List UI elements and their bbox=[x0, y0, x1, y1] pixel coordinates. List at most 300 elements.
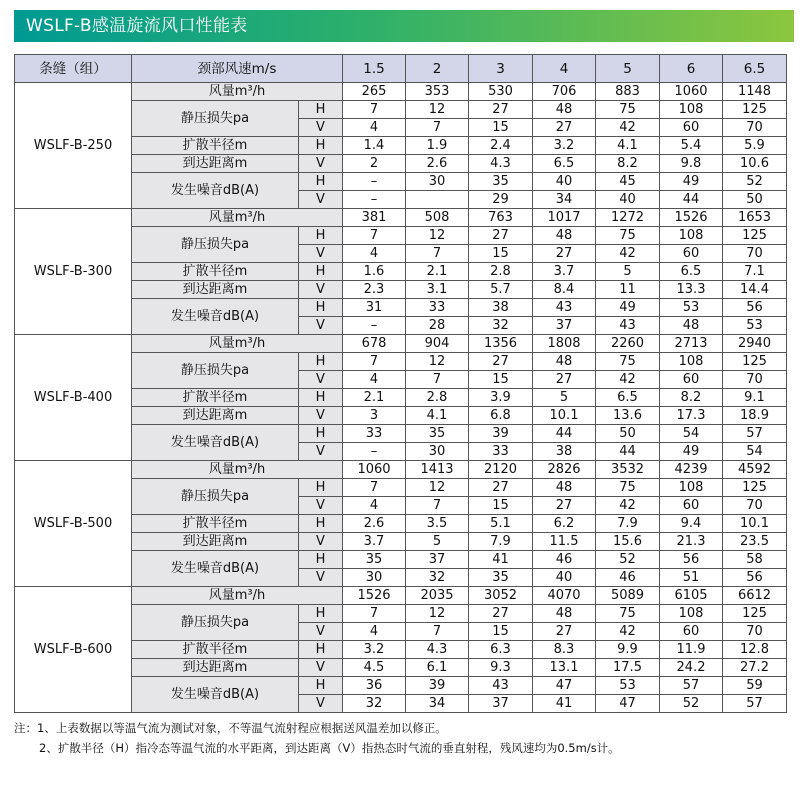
header-speed-value: 1.5 bbox=[343, 55, 406, 83]
value-cell: 9.9 bbox=[596, 641, 660, 659]
value-cell: 12 bbox=[406, 353, 469, 371]
value-cell: 3.5 bbox=[406, 515, 469, 533]
value-cell: 41 bbox=[533, 695, 596, 713]
header-speed-value: 6 bbox=[660, 55, 723, 83]
model-cell: WSLF-B-300 bbox=[15, 209, 132, 335]
value-cell: 30 bbox=[343, 569, 406, 587]
value-cell: 5.9 bbox=[723, 137, 787, 155]
value-cell bbox=[406, 191, 469, 209]
value-cell: 6.1 bbox=[406, 659, 469, 677]
value-cell: 42 bbox=[596, 245, 660, 263]
direction-tag: H bbox=[299, 353, 343, 371]
direction-tag: H bbox=[299, 515, 343, 533]
value-cell: 125 bbox=[723, 227, 787, 245]
value-cell: 13.3 bbox=[660, 281, 723, 299]
direction-tag: V bbox=[299, 569, 343, 587]
header-speed-value: 3 bbox=[469, 55, 533, 83]
value-cell: 47 bbox=[596, 695, 660, 713]
value-cell: 4.3 bbox=[406, 641, 469, 659]
value-cell: 28 bbox=[406, 317, 469, 335]
value-cell: 70 bbox=[723, 245, 787, 263]
value-cell: 125 bbox=[723, 605, 787, 623]
value-cell: 13.6 bbox=[596, 407, 660, 425]
value-cell: 57 bbox=[660, 677, 723, 695]
table-row bbox=[15, 209, 787, 227]
distance-label: 到达距离m bbox=[132, 659, 299, 677]
direction-tag: V bbox=[299, 317, 343, 335]
radius-label: 扩散半径m bbox=[132, 389, 299, 407]
value-cell: 3.2 bbox=[343, 641, 406, 659]
value-cell: 108 bbox=[660, 353, 723, 371]
value-cell: 33 bbox=[406, 299, 469, 317]
value-cell: 27 bbox=[469, 227, 533, 245]
value-cell: 2120 bbox=[469, 461, 533, 479]
value-cell: 38 bbox=[469, 299, 533, 317]
value-cell: 108 bbox=[660, 605, 723, 623]
value-cell: 12 bbox=[406, 479, 469, 497]
value-cell: 7.9 bbox=[596, 515, 660, 533]
header-speed-value: 5 bbox=[596, 55, 660, 83]
value-cell: 3.1 bbox=[406, 281, 469, 299]
pressure-label: 静压损失pa bbox=[132, 227, 299, 263]
value-cell: 15 bbox=[469, 245, 533, 263]
value-cell: 7 bbox=[406, 497, 469, 515]
value-cell: 5.7 bbox=[469, 281, 533, 299]
noise-label: 发生噪音dB(A) bbox=[132, 551, 299, 587]
header-speed-value: 4 bbox=[533, 55, 596, 83]
value-cell: 15 bbox=[469, 497, 533, 515]
value-cell: 1.4 bbox=[343, 137, 406, 155]
value-cell: 6105 bbox=[660, 587, 723, 605]
value-cell: 48 bbox=[533, 353, 596, 371]
value-cell: 4592 bbox=[723, 461, 787, 479]
value-cell: 43 bbox=[469, 677, 533, 695]
header-speed-value: 6.5 bbox=[723, 55, 787, 83]
value-cell: 33 bbox=[343, 425, 406, 443]
value-cell: 18.9 bbox=[723, 407, 787, 425]
value-cell: 2940 bbox=[723, 335, 787, 353]
model-cell: WSLF-B-600 bbox=[15, 587, 132, 713]
value-cell: 4070 bbox=[533, 587, 596, 605]
direction-tag: V bbox=[299, 245, 343, 263]
value-cell: 57 bbox=[723, 695, 787, 713]
value-cell: 52 bbox=[660, 695, 723, 713]
value-cell: 12 bbox=[406, 101, 469, 119]
value-cell: 125 bbox=[723, 101, 787, 119]
direction-tag: H bbox=[299, 479, 343, 497]
value-cell: 35 bbox=[469, 569, 533, 587]
direction-tag: V bbox=[299, 497, 343, 515]
value-cell: 27 bbox=[533, 497, 596, 515]
value-cell: 3 bbox=[343, 407, 406, 425]
value-cell: 70 bbox=[723, 497, 787, 515]
value-cell: 1653 bbox=[723, 209, 787, 227]
value-cell: 27.2 bbox=[723, 659, 787, 677]
value-cell: 6.5 bbox=[533, 155, 596, 173]
direction-tag: H bbox=[299, 425, 343, 443]
direction-tag: H bbox=[299, 173, 343, 191]
value-cell: 4.1 bbox=[406, 407, 469, 425]
value-cell: – bbox=[343, 443, 406, 461]
value-cell: 1808 bbox=[533, 335, 596, 353]
header-row bbox=[15, 55, 787, 83]
value-cell: 44 bbox=[660, 191, 723, 209]
value-cell: 34 bbox=[406, 695, 469, 713]
value-cell: 34 bbox=[533, 191, 596, 209]
value-cell: 2.6 bbox=[343, 515, 406, 533]
value-cell: 32 bbox=[469, 317, 533, 335]
noise-label: 发生噪音dB(A) bbox=[132, 425, 299, 461]
value-cell: 41 bbox=[469, 551, 533, 569]
value-cell: 5.4 bbox=[660, 137, 723, 155]
value-cell: 4 bbox=[343, 245, 406, 263]
value-cell: 5089 bbox=[596, 587, 660, 605]
value-cell: 75 bbox=[596, 227, 660, 245]
title-banner bbox=[14, 10, 794, 42]
value-cell: 70 bbox=[723, 371, 787, 389]
footnote-1: 注：1、上表数据以等温气流为测试对象，不等温气流射程应根据送风温差加以修正。 bbox=[14, 721, 447, 735]
value-cell: 40 bbox=[533, 569, 596, 587]
value-cell: 108 bbox=[660, 227, 723, 245]
value-cell: 49 bbox=[596, 299, 660, 317]
value-cell: 43 bbox=[533, 299, 596, 317]
value-cell: 12 bbox=[406, 605, 469, 623]
header-speed: 颈部风速m/s bbox=[132, 55, 343, 83]
value-cell: 4 bbox=[343, 497, 406, 515]
model-cell: WSLF-B-400 bbox=[15, 335, 132, 461]
value-cell: 53 bbox=[596, 677, 660, 695]
value-cell: 75 bbox=[596, 605, 660, 623]
value-cell: 15 bbox=[469, 623, 533, 641]
value-cell: 27 bbox=[533, 245, 596, 263]
value-cell: 29 bbox=[469, 191, 533, 209]
direction-tag: H bbox=[299, 299, 343, 317]
direction-tag: H bbox=[299, 677, 343, 695]
value-cell: 15 bbox=[469, 371, 533, 389]
value-cell: 57 bbox=[723, 425, 787, 443]
value-cell: 1356 bbox=[469, 335, 533, 353]
value-cell: 27 bbox=[533, 371, 596, 389]
distance-label: 到达距离m bbox=[132, 533, 299, 551]
value-cell: 6.5 bbox=[660, 263, 723, 281]
value-cell: 108 bbox=[660, 479, 723, 497]
footnote-2: 2、扩散半径（H）指冷态等温气流的水平距离，到达距离（V）指热态时气流的垂直射程，残风速均为0.5m/s计。 bbox=[39, 741, 620, 755]
value-cell: 11.9 bbox=[660, 641, 723, 659]
pressure-label: 静压损失pa bbox=[132, 605, 299, 641]
value-cell: 31 bbox=[343, 299, 406, 317]
radius-label: 扩散半径m bbox=[132, 515, 299, 533]
value-cell: 3.9 bbox=[469, 389, 533, 407]
value-cell: 48 bbox=[533, 101, 596, 119]
value-cell: 7 bbox=[406, 119, 469, 137]
value-cell: 2.4 bbox=[469, 137, 533, 155]
value-cell: 48 bbox=[533, 227, 596, 245]
value-cell: 6.2 bbox=[533, 515, 596, 533]
value-cell: 42 bbox=[596, 497, 660, 515]
value-cell: 32 bbox=[343, 695, 406, 713]
value-cell: 23.5 bbox=[723, 533, 787, 551]
value-cell: 7.1 bbox=[723, 263, 787, 281]
flow-label: 风量m³/h bbox=[132, 587, 343, 605]
page-title: WSLF-B感温旋流风口性能表 bbox=[26, 16, 248, 36]
value-cell: 1272 bbox=[596, 209, 660, 227]
value-cell: 4 bbox=[343, 623, 406, 641]
value-cell: 27 bbox=[469, 101, 533, 119]
value-cell: 24.2 bbox=[660, 659, 723, 677]
header-speed-value: 2 bbox=[406, 55, 469, 83]
pressure-label: 静压损失pa bbox=[132, 101, 299, 137]
direction-tag: V bbox=[299, 659, 343, 677]
value-cell: 678 bbox=[343, 335, 406, 353]
value-cell: 56 bbox=[723, 299, 787, 317]
value-cell: 9.8 bbox=[660, 155, 723, 173]
flow-label: 风量m³/h bbox=[132, 335, 343, 353]
value-cell: 6612 bbox=[723, 587, 787, 605]
footnotes bbox=[14, 718, 620, 758]
value-cell: 13.1 bbox=[533, 659, 596, 677]
value-cell: 75 bbox=[596, 101, 660, 119]
distance-label: 到达距离m bbox=[132, 407, 299, 425]
value-cell: 30 bbox=[406, 173, 469, 191]
value-cell: 75 bbox=[596, 479, 660, 497]
radius-label: 扩散半径m bbox=[132, 137, 299, 155]
value-cell: 49 bbox=[660, 443, 723, 461]
value-cell: 1413 bbox=[406, 461, 469, 479]
value-cell: 763 bbox=[469, 209, 533, 227]
value-cell: 35 bbox=[343, 551, 406, 569]
value-cell: 59 bbox=[723, 677, 787, 695]
value-cell: 10.1 bbox=[533, 407, 596, 425]
value-cell: 706 bbox=[533, 83, 596, 101]
value-cell: 27 bbox=[533, 119, 596, 137]
value-cell: 46 bbox=[533, 551, 596, 569]
value-cell: 8.2 bbox=[660, 389, 723, 407]
value-cell: 46 bbox=[596, 569, 660, 587]
value-cell: 60 bbox=[660, 497, 723, 515]
distance-label: 到达距离m bbox=[132, 155, 299, 173]
value-cell: 49 bbox=[660, 173, 723, 191]
value-cell: 27 bbox=[533, 623, 596, 641]
distance-label: 到达距离m bbox=[132, 281, 299, 299]
pressure-label: 静压损失pa bbox=[132, 353, 299, 389]
value-cell: 48 bbox=[660, 317, 723, 335]
noise-label: 发生噪音dB(A) bbox=[132, 677, 299, 713]
value-cell: 6.5 bbox=[596, 389, 660, 407]
value-cell: 3.7 bbox=[533, 263, 596, 281]
value-cell: 21.3 bbox=[660, 533, 723, 551]
value-cell: 10.1 bbox=[723, 515, 787, 533]
value-cell: 56 bbox=[723, 569, 787, 587]
value-cell: 7 bbox=[343, 353, 406, 371]
value-cell: 42 bbox=[596, 623, 660, 641]
noise-label: 发生噪音dB(A) bbox=[132, 173, 299, 209]
value-cell: 5.1 bbox=[469, 515, 533, 533]
model-cell: WSLF-B-250 bbox=[15, 83, 132, 209]
direction-tag: V bbox=[299, 191, 343, 209]
value-cell: 4 bbox=[343, 119, 406, 137]
value-cell: 60 bbox=[660, 119, 723, 137]
value-cell: 45 bbox=[596, 173, 660, 191]
value-cell: 60 bbox=[660, 371, 723, 389]
value-cell: 2260 bbox=[596, 335, 660, 353]
value-cell: 2035 bbox=[406, 587, 469, 605]
value-cell: 7 bbox=[406, 371, 469, 389]
value-cell: 58 bbox=[723, 551, 787, 569]
value-cell: 125 bbox=[723, 353, 787, 371]
value-cell: 7 bbox=[343, 101, 406, 119]
value-cell: 2.1 bbox=[406, 263, 469, 281]
value-cell: 27 bbox=[469, 353, 533, 371]
value-cell: 2.8 bbox=[469, 263, 533, 281]
table-row bbox=[15, 335, 787, 353]
value-cell: 6.3 bbox=[469, 641, 533, 659]
value-cell: 37 bbox=[469, 695, 533, 713]
value-cell: 70 bbox=[723, 623, 787, 641]
value-cell: 2.1 bbox=[343, 389, 406, 407]
value-cell: 265 bbox=[343, 83, 406, 101]
value-cell: 2.3 bbox=[343, 281, 406, 299]
value-cell: 17.3 bbox=[660, 407, 723, 425]
value-cell: 60 bbox=[660, 623, 723, 641]
direction-tag: V bbox=[299, 155, 343, 173]
value-cell: 54 bbox=[660, 425, 723, 443]
value-cell: 48 bbox=[533, 605, 596, 623]
value-cell: 60 bbox=[660, 245, 723, 263]
flow-label: 风量m³/h bbox=[132, 209, 343, 227]
value-cell: 2.8 bbox=[406, 389, 469, 407]
noise-label: 发生噪音dB(A) bbox=[132, 299, 299, 335]
direction-tag: V bbox=[299, 371, 343, 389]
value-cell: 353 bbox=[406, 83, 469, 101]
value-cell: 52 bbox=[596, 551, 660, 569]
direction-tag: H bbox=[299, 389, 343, 407]
value-cell: 53 bbox=[660, 299, 723, 317]
value-cell: 33 bbox=[469, 443, 533, 461]
value-cell: 1060 bbox=[660, 83, 723, 101]
value-cell: 50 bbox=[596, 425, 660, 443]
value-cell: 9.3 bbox=[469, 659, 533, 677]
value-cell: 35 bbox=[469, 173, 533, 191]
value-cell: 6.8 bbox=[469, 407, 533, 425]
value-cell: 37 bbox=[406, 551, 469, 569]
value-cell: 4 bbox=[343, 371, 406, 389]
value-cell: 4.5 bbox=[343, 659, 406, 677]
value-cell: 7 bbox=[406, 623, 469, 641]
value-cell: 75 bbox=[596, 353, 660, 371]
value-cell: 35 bbox=[406, 425, 469, 443]
value-cell: 56 bbox=[660, 551, 723, 569]
value-cell: 12.8 bbox=[723, 641, 787, 659]
value-cell: 30 bbox=[406, 443, 469, 461]
value-cell: 8.4 bbox=[533, 281, 596, 299]
value-cell: 7 bbox=[406, 245, 469, 263]
performance-table bbox=[14, 54, 787, 713]
value-cell: 43 bbox=[596, 317, 660, 335]
value-cell: 52 bbox=[723, 173, 787, 191]
value-cell: 42 bbox=[596, 371, 660, 389]
value-cell: 15 bbox=[469, 119, 533, 137]
direction-tag: H bbox=[299, 101, 343, 119]
value-cell: 53 bbox=[723, 317, 787, 335]
value-cell: 11 bbox=[596, 281, 660, 299]
value-cell: 1148 bbox=[723, 83, 787, 101]
direction-tag: H bbox=[299, 605, 343, 623]
table-row bbox=[15, 587, 787, 605]
value-cell: 4.3 bbox=[469, 155, 533, 173]
value-cell: 9.1 bbox=[723, 389, 787, 407]
value-cell: 47 bbox=[533, 677, 596, 695]
header-model: 条缝（组） bbox=[15, 55, 132, 83]
value-cell: 7 bbox=[343, 227, 406, 245]
value-cell: 1526 bbox=[343, 587, 406, 605]
value-cell: 17.5 bbox=[596, 659, 660, 677]
direction-tag: V bbox=[299, 407, 343, 425]
value-cell: 40 bbox=[533, 173, 596, 191]
value-cell: 883 bbox=[596, 83, 660, 101]
value-cell: – bbox=[343, 317, 406, 335]
value-cell: 108 bbox=[660, 101, 723, 119]
value-cell: 39 bbox=[469, 425, 533, 443]
value-cell: 508 bbox=[406, 209, 469, 227]
direction-tag: V bbox=[299, 443, 343, 461]
value-cell: 125 bbox=[723, 479, 787, 497]
direction-tag: V bbox=[299, 533, 343, 551]
value-cell: 42 bbox=[596, 119, 660, 137]
value-cell: 27 bbox=[469, 479, 533, 497]
value-cell: 32 bbox=[406, 569, 469, 587]
value-cell: 12 bbox=[406, 227, 469, 245]
direction-tag: V bbox=[299, 695, 343, 713]
value-cell: 2713 bbox=[660, 335, 723, 353]
direction-tag: H bbox=[299, 227, 343, 245]
flow-label: 风量m³/h bbox=[132, 83, 343, 101]
value-cell: 27 bbox=[469, 605, 533, 623]
value-cell: 36 bbox=[343, 677, 406, 695]
value-cell: 39 bbox=[406, 677, 469, 695]
value-cell: 3.7 bbox=[343, 533, 406, 551]
value-cell: 1060 bbox=[343, 461, 406, 479]
value-cell: 54 bbox=[723, 443, 787, 461]
value-cell: 51 bbox=[660, 569, 723, 587]
direction-tag: H bbox=[299, 641, 343, 659]
radius-label: 扩散半径m bbox=[132, 641, 299, 659]
table-row bbox=[15, 83, 787, 101]
value-cell: 37 bbox=[533, 317, 596, 335]
value-cell: 1.9 bbox=[406, 137, 469, 155]
value-cell: 7 bbox=[343, 479, 406, 497]
value-cell: 48 bbox=[533, 479, 596, 497]
value-cell: – bbox=[343, 173, 406, 191]
table-row bbox=[15, 461, 787, 479]
value-cell: 15.6 bbox=[596, 533, 660, 551]
value-cell: 40 bbox=[596, 191, 660, 209]
value-cell: 5 bbox=[406, 533, 469, 551]
value-cell: 2826 bbox=[533, 461, 596, 479]
direction-tag: V bbox=[299, 281, 343, 299]
value-cell: 904 bbox=[406, 335, 469, 353]
value-cell: 44 bbox=[533, 425, 596, 443]
value-cell: 8.3 bbox=[533, 641, 596, 659]
value-cell: 1.6 bbox=[343, 263, 406, 281]
value-cell: 8.2 bbox=[596, 155, 660, 173]
direction-tag: V bbox=[299, 623, 343, 641]
value-cell: 50 bbox=[723, 191, 787, 209]
value-cell: 1017 bbox=[533, 209, 596, 227]
value-cell: 38 bbox=[533, 443, 596, 461]
value-cell: 381 bbox=[343, 209, 406, 227]
value-cell: 3532 bbox=[596, 461, 660, 479]
value-cell: 11.5 bbox=[533, 533, 596, 551]
